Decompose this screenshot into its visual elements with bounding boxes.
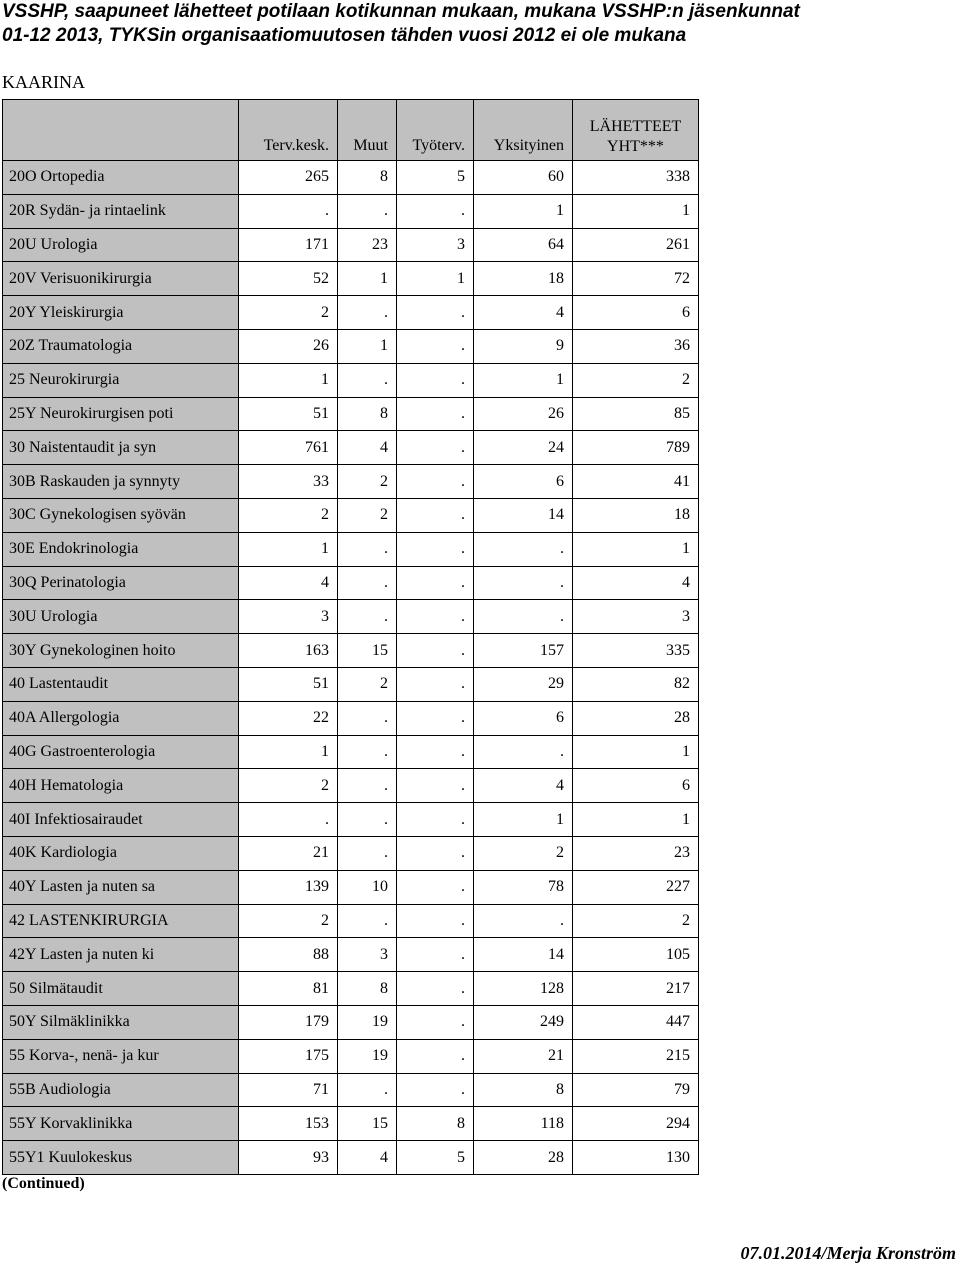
row-value: 4 (239, 566, 338, 600)
row-value: 1 (239, 532, 338, 566)
row-label: 40I Infektiosairaudet (3, 803, 239, 837)
row-value: . (474, 600, 573, 634)
row-value: 4 (573, 566, 699, 600)
row-label: 50 Silmätaudit (3, 972, 239, 1006)
row-value: 33 (239, 465, 338, 499)
row-value: 72 (573, 262, 699, 296)
row-value: . (397, 938, 474, 972)
row-value: . (397, 465, 474, 499)
row-value: 6 (573, 296, 699, 330)
row-label: 20Y Yleiskirurgia (3, 296, 239, 330)
row-label: 50Y Silmäklinikka (3, 1005, 239, 1039)
row-value: . (397, 566, 474, 600)
col-header-terv-kesk: Terv.kesk. (239, 100, 338, 161)
row-value: 19 (338, 1039, 397, 1073)
table-row (3, 228, 699, 262)
row-value: 171 (239, 228, 338, 262)
row-label: 20U Urologia (3, 228, 239, 262)
row-value: . (397, 904, 474, 938)
row-value: 163 (239, 634, 338, 668)
row-value: 26 (239, 329, 338, 363)
row-label: 30C Gynekologisen syövän (3, 498, 239, 532)
row-value: 78 (474, 870, 573, 904)
row-value: 447 (573, 1005, 699, 1039)
table-row (3, 701, 699, 735)
table-row (3, 363, 699, 397)
row-value: . (338, 735, 397, 769)
row-value: 36 (573, 329, 699, 363)
row-value: 64 (474, 228, 573, 262)
row-value: . (338, 769, 397, 803)
row-value: . (474, 566, 573, 600)
table-row (3, 194, 699, 228)
row-value: 227 (573, 870, 699, 904)
row-value: 1 (573, 532, 699, 566)
table-row (3, 1005, 699, 1039)
title-line-1: VSSHP, saapuneet lähetteet potilaan kotikunnan mukaan, mukana VSSHP:n jäsenkunnat (2, 1, 800, 22)
table-row (3, 161, 699, 195)
row-value: . (474, 904, 573, 938)
row-value: 15 (338, 1107, 397, 1141)
table-row (3, 938, 699, 972)
row-label: 20O Ortopedia (3, 161, 239, 195)
row-value: . (474, 532, 573, 566)
col-header-tyoterv: Työterv. (397, 100, 474, 161)
row-value: 24 (474, 431, 573, 465)
row-value: . (397, 363, 474, 397)
row-value: 1 (474, 194, 573, 228)
row-value: 2 (239, 904, 338, 938)
row-label: 55Y Korvaklinikka (3, 1107, 239, 1141)
table-row (3, 465, 699, 499)
row-value: 4 (338, 431, 397, 465)
row-value: 5 (397, 161, 474, 195)
table-row (3, 735, 699, 769)
row-value: . (397, 1073, 474, 1107)
row-value: . (474, 735, 573, 769)
row-value: . (338, 904, 397, 938)
row-value: . (338, 1073, 397, 1107)
row-value: 789 (573, 431, 699, 465)
row-value: 2 (239, 498, 338, 532)
table-row (3, 498, 699, 532)
row-value: 3 (397, 228, 474, 262)
row-value: 217 (573, 972, 699, 1006)
row-value: 19 (338, 1005, 397, 1039)
row-value: 1 (338, 262, 397, 296)
row-value: 153 (239, 1107, 338, 1141)
row-value: 5 (397, 1141, 474, 1175)
row-value: . (397, 498, 474, 532)
row-label: 40A Allergologia (3, 701, 239, 735)
col-header-total-line-1: LÄHETTEET (589, 118, 682, 135)
row-value: 2 (338, 667, 397, 701)
row-value: . (239, 194, 338, 228)
table-row (3, 667, 699, 701)
row-value: . (397, 870, 474, 904)
table-row (3, 262, 699, 296)
continued-note: (Continued) (2, 1175, 85, 1192)
row-value: . (239, 803, 338, 837)
row-value: 118 (474, 1107, 573, 1141)
row-value: 88 (239, 938, 338, 972)
row-value: . (397, 194, 474, 228)
col-header-muut: Muut (338, 100, 397, 161)
row-value: 130 (573, 1141, 699, 1175)
row-value: . (397, 532, 474, 566)
row-value: 294 (573, 1107, 699, 1141)
row-value: 2 (474, 836, 573, 870)
row-value: 6 (474, 465, 573, 499)
row-label: 30 Naistentaudit ja syn (3, 431, 239, 465)
table-row (3, 904, 699, 938)
table-row (3, 397, 699, 431)
table-row (3, 1107, 699, 1141)
table-row (3, 634, 699, 668)
row-value: . (338, 363, 397, 397)
row-label: 20Z Traumatologia (3, 329, 239, 363)
row-value: 9 (474, 329, 573, 363)
row-value: . (338, 701, 397, 735)
row-value: 249 (474, 1005, 573, 1039)
row-value: 23 (338, 228, 397, 262)
row-value: . (397, 600, 474, 634)
table-row (3, 769, 699, 803)
col-header-yksityinen: Yksityinen (474, 100, 573, 161)
row-value: 82 (573, 667, 699, 701)
row-value: 215 (573, 1039, 699, 1073)
row-value: 51 (239, 397, 338, 431)
row-value: 2 (338, 465, 397, 499)
row-value: . (397, 803, 474, 837)
row-label: 42Y Lasten ja nuten ki (3, 938, 239, 972)
table-row (3, 296, 699, 330)
row-value: 8 (474, 1073, 573, 1107)
row-value: 335 (573, 634, 699, 668)
row-label: 40H Hematologia (3, 769, 239, 803)
table-row (3, 1073, 699, 1107)
row-label: 40G Gastroenterologia (3, 735, 239, 769)
row-value: 1 (573, 735, 699, 769)
row-value: . (397, 972, 474, 1006)
row-value: . (397, 769, 474, 803)
row-value: . (397, 735, 474, 769)
row-value: . (397, 667, 474, 701)
row-value: . (338, 566, 397, 600)
row-value: . (397, 634, 474, 668)
row-label: 20V Verisuonikirurgia (3, 262, 239, 296)
table-body (3, 161, 699, 1175)
row-value: 128 (474, 972, 573, 1006)
row-value: 1 (239, 735, 338, 769)
table-row (3, 329, 699, 363)
row-value: 1 (338, 329, 397, 363)
row-value: 28 (573, 701, 699, 735)
row-value: 6 (474, 701, 573, 735)
row-value: 4 (474, 769, 573, 803)
row-value: 41 (573, 465, 699, 499)
row-value: 93 (239, 1141, 338, 1175)
row-label: 30B Raskauden ja synnyty (3, 465, 239, 499)
row-value: 8 (397, 1107, 474, 1141)
row-value: . (397, 701, 474, 735)
row-value: 2 (239, 769, 338, 803)
row-value: . (397, 329, 474, 363)
row-label: 55 Korva-, nenä- ja kur (3, 1039, 239, 1073)
table-row (3, 1039, 699, 1073)
row-label: 30E Endokrinologia (3, 532, 239, 566)
row-value: 179 (239, 1005, 338, 1039)
table-row (3, 803, 699, 837)
row-value: 338 (573, 161, 699, 195)
row-value: 105 (573, 938, 699, 972)
row-value: . (397, 431, 474, 465)
row-value: 1 (397, 262, 474, 296)
row-value: 18 (474, 262, 573, 296)
row-value: 14 (474, 938, 573, 972)
row-value: 8 (338, 397, 397, 431)
row-label: 25 Neurokirurgia (3, 363, 239, 397)
row-value: 29 (474, 667, 573, 701)
row-value: 2 (338, 498, 397, 532)
row-label: 25Y Neurokirurgisen poti (3, 397, 239, 431)
row-value: 3 (239, 600, 338, 634)
row-label: 40 Lastentaudit (3, 667, 239, 701)
row-value: 2 (573, 904, 699, 938)
table-row (3, 566, 699, 600)
row-value: 8 (338, 161, 397, 195)
row-value: . (338, 532, 397, 566)
footer-signature: 07.01.2014/Merja Kronström (740, 1243, 956, 1263)
row-value: 85 (573, 397, 699, 431)
row-value: 8 (338, 972, 397, 1006)
row-value: . (338, 600, 397, 634)
row-value: 761 (239, 431, 338, 465)
row-value: 1 (573, 194, 699, 228)
row-value: 21 (239, 836, 338, 870)
row-value: 81 (239, 972, 338, 1006)
row-value: 1 (239, 363, 338, 397)
row-value: 3 (338, 938, 397, 972)
report-title (2, 0, 952, 48)
row-value: 2 (239, 296, 338, 330)
table-row (3, 972, 699, 1006)
row-value: 14 (474, 498, 573, 532)
table-row (3, 870, 699, 904)
table-row (3, 600, 699, 634)
row-value: 175 (239, 1039, 338, 1073)
row-label: 40Y Lasten ja nuten sa (3, 870, 239, 904)
row-value: . (338, 194, 397, 228)
row-label: 30Q Perinatologia (3, 566, 239, 600)
table-row (3, 836, 699, 870)
col-header-total (573, 100, 699, 161)
row-value: 18 (573, 498, 699, 532)
row-label: 40K Kardiologia (3, 836, 239, 870)
row-value: 10 (338, 870, 397, 904)
row-value: . (397, 836, 474, 870)
row-value: . (397, 1039, 474, 1073)
row-value: 157 (474, 634, 573, 668)
row-label: 55Y1 Kuulokeskus (3, 1141, 239, 1175)
row-value: . (338, 296, 397, 330)
row-value: . (338, 836, 397, 870)
row-label: 30U Urologia (3, 600, 239, 634)
row-label: 55B Audiologia (3, 1073, 239, 1107)
col-header-total-line-2: YHT*** (607, 138, 664, 155)
table-row (3, 431, 699, 465)
row-label: 42 LASTENKIRURGIA (3, 904, 239, 938)
row-value: 60 (474, 161, 573, 195)
row-value: 265 (239, 161, 338, 195)
row-value: 2 (573, 363, 699, 397)
row-value: 79 (573, 1073, 699, 1107)
table-row (3, 532, 699, 566)
row-value: . (397, 1005, 474, 1039)
row-value: . (338, 803, 397, 837)
row-value: 3 (573, 600, 699, 634)
row-value: 26 (474, 397, 573, 431)
municipality-label: KAARINA (2, 72, 85, 92)
header-corner-cell (3, 100, 239, 161)
row-value: 22 (239, 701, 338, 735)
row-value: 21 (474, 1039, 573, 1073)
row-value: . (397, 397, 474, 431)
row-label: 30Y Gynekologinen hoito (3, 634, 239, 668)
row-value: 261 (573, 228, 699, 262)
title-line-2: 01-12 2013, TYKSin organisaatiomuutosen tähden vuosi 2012 ei ole mukana (2, 25, 687, 46)
row-label: 20R Sydän- ja rintaelink (3, 194, 239, 228)
row-value: . (397, 296, 474, 330)
row-value: 4 (474, 296, 573, 330)
row-value: 28 (474, 1141, 573, 1175)
table-header-row (3, 100, 699, 161)
row-value: 1 (474, 803, 573, 837)
referrals-table (2, 99, 699, 1175)
table-row (3, 1141, 699, 1175)
row-value: 15 (338, 634, 397, 668)
row-value: 23 (573, 836, 699, 870)
row-value: 71 (239, 1073, 338, 1107)
row-value: 1 (474, 363, 573, 397)
row-value: 139 (239, 870, 338, 904)
row-value: 51 (239, 667, 338, 701)
row-value: 6 (573, 769, 699, 803)
row-value: 52 (239, 262, 338, 296)
row-value: 1 (573, 803, 699, 837)
row-value: 4 (338, 1141, 397, 1175)
